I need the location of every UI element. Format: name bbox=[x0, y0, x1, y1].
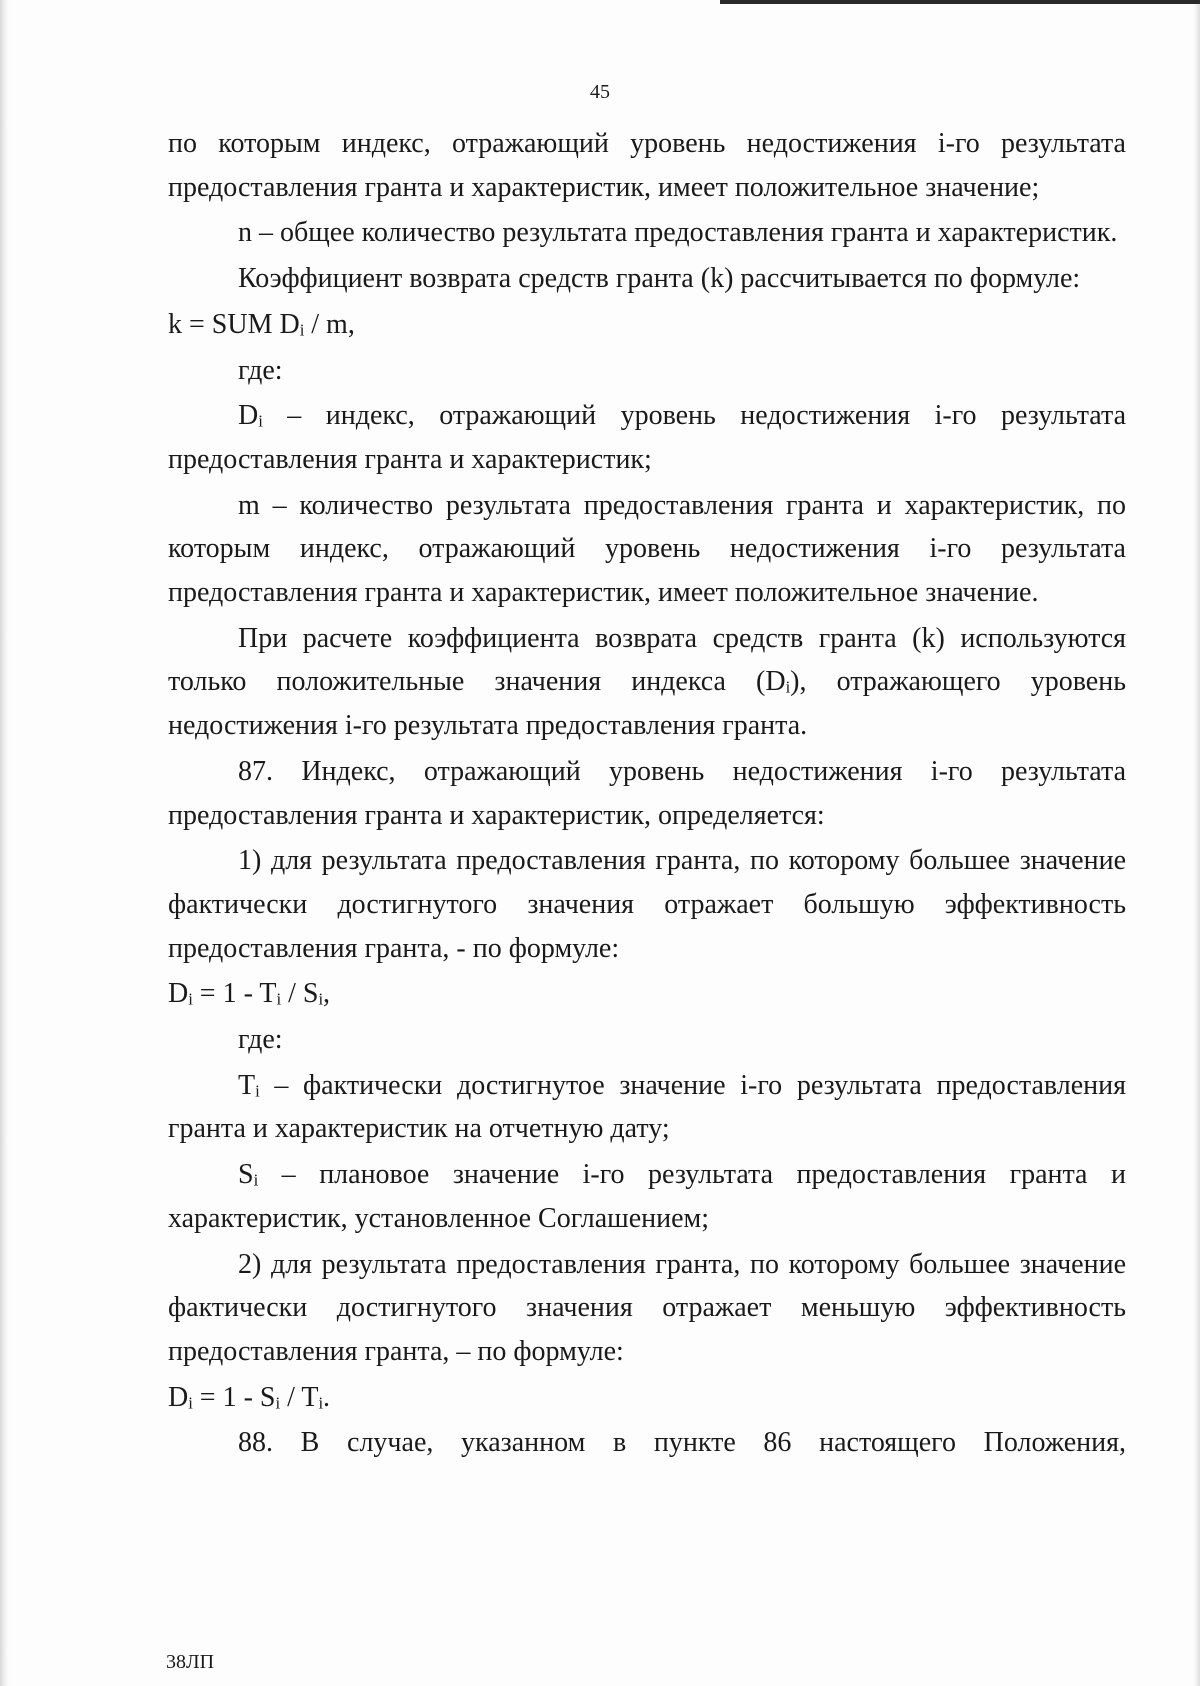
paragraph-87: 87. Индекс, отражающий уровень недостижения i-го результата предоставления гранта и характеристик, определяется: bbox=[168, 755, 1126, 831]
paragraph-m-definition: m – количество результата предоставления гранта и характеристик, по которым индекс, отражающий уровень недостижения i-го результата предоставления гранта и характеристик, имеет положительное значение. bbox=[168, 489, 1126, 609]
paragraph-cont: по которым индекс, отражающий уровень недостижения i-го результата предоставления гранта и характеристик, имеет положительное значение; bbox=[168, 128, 1126, 203]
paragraph-where: где: bbox=[238, 354, 283, 386]
formula-di-1: Dᵢ = 1 - Tᵢ / Sᵢ, bbox=[168, 978, 331, 1010]
scan-edge-right bbox=[1192, 0, 1200, 1686]
document-body bbox=[168, 122, 1126, 1467]
top-rule bbox=[720, 0, 1200, 4]
footer-document-code: 38ЛП bbox=[166, 1651, 215, 1673]
paragraph-88: 88. В случае, указанном в пункте 86 настоящего Положения, bbox=[238, 1427, 1126, 1459]
paragraph-positive-values: При расчете коэффициента возврата средств гранта (k) используются только положительные значения индекса (Dᵢ), отражающего уровень недостижения i-го результата предоставления гранта. bbox=[168, 622, 1126, 742]
formula-di-2: Dᵢ = 1 - Sᵢ / Tᵢ. bbox=[168, 1381, 331, 1413]
paragraph-n-definition: n – общее количество результата предоставления гранта и характеристик. bbox=[238, 217, 1118, 249]
paragraph-ti-definition: Tᵢ – фактически достигнутое значение i-го результата предоставления гранта и характеристик на отчетную дату; bbox=[168, 1069, 1126, 1145]
paragraph-87-2: 2) для результата предоставления гранта, по которому большее значение фактически достигнутого значения отражает меньшую эффективность предоставления гранта, – по формуле: bbox=[168, 1248, 1126, 1367]
paragraph-si-definition: Sᵢ – плановое значение i-го результата предоставления гранта и характеристик, установленное Соглашением; bbox=[168, 1159, 1126, 1234]
formula-k: k = SUM Dᵢ / m, bbox=[168, 308, 355, 340]
paragraph-di-definition: Dᵢ – индекс, отражающий уровень недостижения i-го результата предоставления гранта и характеристик; bbox=[168, 400, 1126, 475]
paragraph-where-2: где: bbox=[238, 1024, 283, 1056]
paragraph-87-1: 1) для результата предоставления гранта, по которому большее значение фактически достигнутого значения отражает большую эффективность предоставления гранта, - по формуле: bbox=[168, 845, 1126, 964]
scan-edge-left bbox=[0, 0, 9, 1686]
page-number: 45 bbox=[590, 81, 610, 103]
paragraph-coefficient-intro: Коэффициент возврата средств гранта (k) рассчитывается по формуле: bbox=[238, 263, 1081, 295]
